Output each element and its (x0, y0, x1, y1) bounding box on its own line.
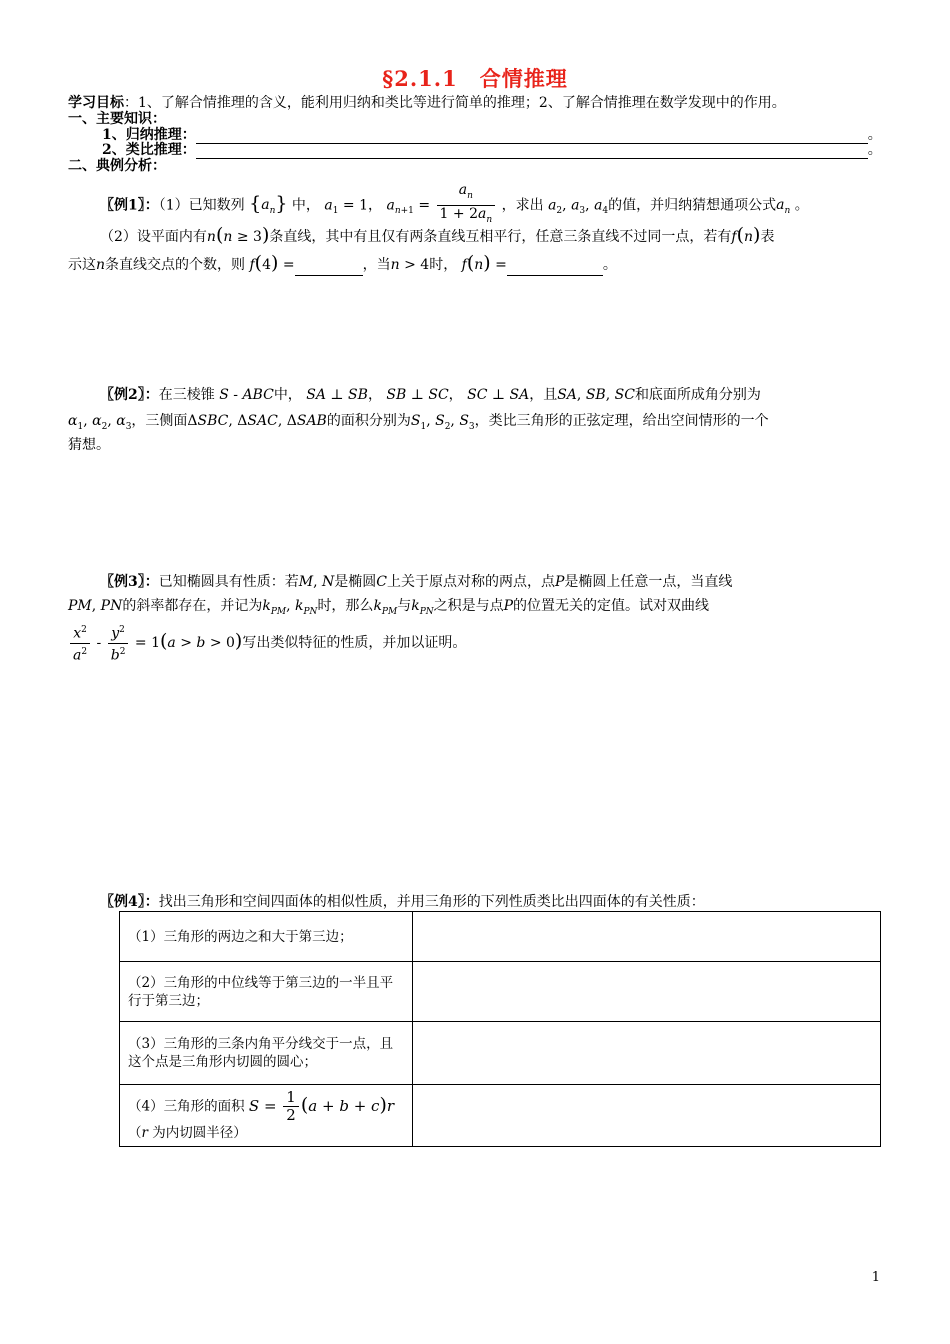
text: 的位置无关的定值。试对双曲线 (513, 598, 710, 614)
example3-label: 〖例3〗： (100, 574, 159, 590)
text: ，当 (362, 257, 391, 273)
tetrahedron-answer-1[interactable] (413, 912, 881, 962)
example4-label: 〖例4〗： (100, 894, 159, 910)
fn-blank[interactable] (507, 261, 603, 276)
text: 是椭圆 (334, 574, 377, 590)
text: 条直线，其中有且仅有两条直线互相平行，任意三条直线不过同一点，若有 (269, 229, 732, 245)
recurrence-fraction: $\frac{a_n}{1 + 2a_n}$ (437, 182, 496, 229)
text: 时，那么 (317, 598, 374, 614)
page-number: 1 (871, 1270, 880, 1285)
text: 为内切圆半径） (152, 1125, 247, 1141)
tetrahedron-answer-2[interactable] (413, 962, 881, 1022)
text: （1）已知数列 (158, 197, 245, 214)
hyperbola-y-fraction: $\frac{y^2}{b^2}$ (108, 622, 129, 664)
analogy-line (102, 139, 882, 159)
table-row (120, 1085, 881, 1147)
text: 写出类似特征的性质，并加以证明。 (242, 635, 467, 652)
analogy-blank[interactable] (196, 144, 868, 159)
example2-line3: 猜想。 (68, 437, 110, 453)
example3-line3: $\frac{x^2}{a^2}$ - $\frac{y^2}{b^2}$ = 1(a > b > 0)写出类似特征的性质，并加以证明。 (68, 622, 466, 664)
text: ，三侧面 (131, 413, 188, 429)
text: ，求出 (501, 197, 544, 214)
properties-table (119, 911, 881, 1147)
tetrahedron-answer-4[interactable] (413, 1085, 881, 1147)
text: 找出三角形和空间四面体的相似性质，并用三角形的下列性质类比出四面体的有关性质： (158, 894, 705, 910)
example1-line2: （2）设平面内有n(n ≥ 3)条直线，其中有且仅有两条直线互相平行，任意三条直线不过同一点，若有f(n)表 (100, 224, 775, 246)
end-mark: 。 (867, 127, 882, 143)
example3-line2: PM, PN的斜率都存在，并记为$k_{PM}$, $k_{PN}$时，那么$k_{PM}$与$k_{PN}$之积是与点P的位置无关的定值。试对双曲线 (68, 598, 710, 617)
text: 和底面所成角分别为 (634, 387, 761, 403)
tetrahedron-answer-3[interactable] (413, 1022, 881, 1085)
f4-blank[interactable] (295, 261, 363, 276)
text: ，类比三角形的正弦定理，给出空间情形的一个 (474, 413, 769, 429)
triangle-property-2: （2）三角形的中位线等于第三边的一半且平行于第三边； (120, 962, 413, 1022)
text: 示这 (68, 257, 96, 273)
example2-line2: $\alpha_1$, $\alpha_2$, $\alpha_3$，三侧面ΔSBC, ΔSAC, ΔSAB的面积分别为$S_1$, $S_2$, $S_3$，类比三角形的正弦定理，给出空间情形的一个 (68, 413, 769, 432)
example1-line1: 〖例1〗：（1）已知数列 $\{a_n\}$ 中， $a_1 = 1$， $a_{n+1}$ = $\frac{a_n}{1 + 2a_n}$ ，求出 $a_2$, $a_3$, $a_4$的值，并归纳猜想通项公式$a_n$ 。 (100, 182, 809, 229)
example1-line3: 示这n条直线交点的个数，则 f(4) = ，当n > 4时， f(n) = 。 (68, 252, 617, 274)
text: 上关于原点对称的两点，点 (386, 574, 555, 590)
text: （2）设平面内有 (100, 229, 207, 245)
learning-goals-label: 学习目标 (68, 95, 124, 111)
table-row (120, 962, 881, 1022)
text: 中， (273, 387, 302, 403)
section1-heading: 一、主要知识： (68, 111, 166, 127)
text: 表 (760, 229, 775, 245)
text: 在三棱锥 (158, 387, 215, 403)
hyperbola-x-fraction: $\frac{x^2}{a^2}$ (70, 622, 90, 664)
text: 已知椭圆具有性质：若 (158, 574, 299, 590)
triangle-property-4: （4）三角形的面积 S = $\frac{1}{2}$ (a + b + c)r （r 为内切圆半径） (120, 1085, 413, 1147)
text: 。 (602, 257, 617, 273)
triangle-property-3: （3）三角形的三条内角平分线交于一点，且这个点是三角形内切圆的圆心； (120, 1022, 413, 1085)
table-row (120, 912, 881, 962)
example1-label: 〖例1〗： (100, 197, 159, 214)
text: 与 (397, 598, 412, 614)
section2-heading: 二、典例分析： (68, 158, 166, 174)
text: （4）三角形的面积 (128, 1098, 245, 1115)
analogy-label: 2、类比推理： (102, 142, 196, 158)
example2-label: 〖例2〗： (100, 387, 159, 403)
text: 的面积分别为 (326, 413, 411, 429)
text: 之积是与点 (433, 598, 504, 614)
table-row (120, 1022, 881, 1085)
end-mark: 。 (867, 142, 882, 158)
text: 时， (429, 257, 458, 273)
learning-goals-text: ：1、了解合情推理的含义，能利用归纳和类比等进行简单的推理；2、了解合情推理在数学发现中的作用。 (124, 95, 786, 111)
induction-label: 1、归纳推理： (102, 127, 196, 143)
text: ，且 (529, 387, 558, 403)
example3-line1: 〖例3〗：已知椭圆具有性质：若M, N是椭圆C上关于原点对称的两点，点P是椭圆上任意一点，当直线 (100, 574, 733, 590)
text: 是椭圆上任意一点，当直线 (564, 574, 733, 590)
example2-line1: 〖例2〗：在三棱锥 S - ABC中， SA ⊥ SB， SB ⊥ SC， SC ⊥ SA，且SA, SB, SC和底面所成角分别为 (100, 387, 761, 403)
text: 中， (291, 197, 320, 214)
page-title: §2.1.1 合情推理 (382, 66, 568, 91)
example4-line1 (100, 891, 705, 911)
text: 条直线交点的个数，则 (105, 257, 246, 273)
text: 的值，并归纳猜想通项公式 (608, 197, 777, 214)
learning-goals (68, 92, 786, 112)
text: 的斜率都存在，并记为 (122, 598, 263, 614)
triangle-property-1: （1）三角形的两边之和大于第三边； (120, 912, 413, 962)
